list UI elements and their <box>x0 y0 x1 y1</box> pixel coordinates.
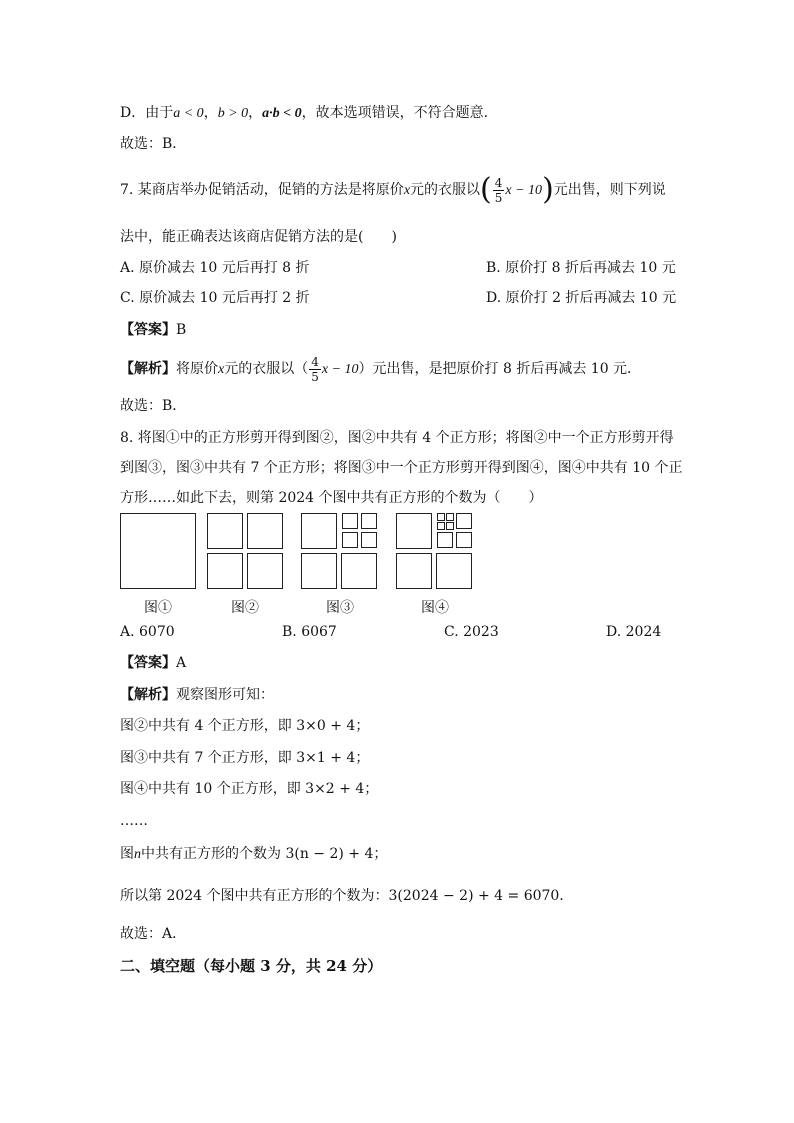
math-var-x: x <box>403 183 411 198</box>
figure-4-caption: 图④ <box>421 600 449 616</box>
figure-1 <box>120 513 196 589</box>
square <box>301 513 337 549</box>
fraction <box>493 176 505 205</box>
q8-analysis-ellipsis: …… <box>120 813 148 829</box>
square <box>361 532 377 548</box>
q8-option-c: C. 2023 <box>444 624 499 640</box>
q7-answer <box>120 320 186 340</box>
q7-option-d: D. 原价打 2 折后再减去 10 元 <box>486 290 677 306</box>
figure-3 <box>301 513 379 589</box>
denominator: 5 <box>494 190 503 205</box>
square <box>437 522 445 530</box>
numerator: 4 <box>494 175 503 190</box>
figure-4 <box>396 513 474 589</box>
q8-analysis-intro <box>120 685 274 705</box>
math-a-negative: a < 0 <box>173 106 204 121</box>
square <box>437 532 453 548</box>
text: ，故本选项错误，不符合题意． <box>301 105 498 121</box>
square <box>456 513 472 529</box>
square <box>120 513 196 589</box>
q8-analysis-line5: 所以第 2024 个图中共有正方形的个数为：3(2024 − 2) + 4 = 6070． <box>120 888 574 904</box>
question-8-line2: 到图③，图③中共有 7 个正方形；将图③中一个正方形剪开得到图④，图④中共有 10 个正 <box>120 460 683 476</box>
answer-value: B <box>176 322 187 338</box>
square <box>396 553 432 589</box>
q7-option-c: C. 原价减去 10 元后再打 2 折 <box>120 290 310 306</box>
square <box>247 513 283 549</box>
square <box>436 553 472 589</box>
text: 中共有正方形的个数为 3(n − 2) + 4； <box>141 846 388 862</box>
math-ab-product: a·b < 0 <box>262 106 302 121</box>
denominator: 5 <box>311 369 319 384</box>
answer-value: A <box>176 655 187 671</box>
q8-answer <box>120 653 186 673</box>
text: 将原价 <box>176 361 218 377</box>
figure-3-caption: 图③ <box>326 600 354 616</box>
square <box>341 553 377 589</box>
question-8-line3: 方形……如此下去，则第 2024 个图中共有正方形的个数为（ ） <box>120 490 543 506</box>
square <box>247 553 283 589</box>
square <box>207 553 243 589</box>
figure-1-caption: 图① <box>144 600 172 616</box>
text: 元的衣服以 <box>410 182 481 198</box>
text: 元的衣服以（ <box>224 361 309 377</box>
square <box>396 513 432 549</box>
figure-2-caption: 图② <box>231 600 259 616</box>
square <box>361 513 377 529</box>
answer-label: 【答案】 <box>120 655 176 671</box>
analysis-label: 【解析】 <box>120 361 176 377</box>
question-7-line1 <box>120 172 666 209</box>
q7-analysis <box>120 352 641 387</box>
text: 7. 某商店举办促销活动，促销的方法是将原价 <box>120 182 404 198</box>
answer-label: 【答案】 <box>120 322 176 338</box>
q8-option-a: A. 6070 <box>120 624 175 640</box>
section-heading-fill-in: 二、填空题（每小题 3 分，共 24 分） <box>120 957 383 975</box>
q8-analysis-line4 <box>120 844 387 865</box>
fraction <box>309 355 321 384</box>
separator: ， <box>248 105 263 121</box>
square <box>207 513 243 549</box>
q7-option-b: B. 原价打 8 折后再减去 10 元 <box>486 260 676 276</box>
math-expression: x − 10 <box>505 183 543 198</box>
square <box>342 513 358 529</box>
square <box>342 532 358 548</box>
q8-option-d: D. 2024 <box>606 624 662 640</box>
text: 观察图形可知： <box>176 687 274 703</box>
separator: ， <box>203 105 218 121</box>
math-var-x: x <box>218 362 225 377</box>
q8-analysis-line1: 图②中共有 4 个正方形，即 3×0 + 4； <box>120 718 370 734</box>
text: ）元出售，是把原价打 8 折后再减去 10 元． <box>358 361 642 377</box>
choose-answer-b: 故选：B． <box>120 398 187 414</box>
choose-answer-b: 故选：B． <box>120 136 187 152</box>
question-7-line2: 法中，能正确表达该商店促销方法的是( ) <box>120 229 397 245</box>
figure-2 <box>207 513 285 589</box>
square <box>446 513 454 521</box>
numerator: 4 <box>311 354 319 369</box>
q8-option-b: B. 6067 <box>282 624 337 640</box>
option-d-explanation <box>120 103 498 124</box>
right-paren: ) <box>542 172 554 207</box>
square <box>446 522 454 530</box>
q8-analysis-line3: 图④中共有 10 个正方形，即 3×2 + 4； <box>120 781 379 797</box>
text: 图 <box>120 846 134 862</box>
square <box>456 532 472 548</box>
square <box>437 513 445 521</box>
text: 元出售，则下列说 <box>553 182 666 198</box>
text: D．由于 <box>120 105 174 121</box>
square <box>301 553 337 589</box>
question-8-line1: 8. 将图①中的正方形剪开得到图②，图②中共有 4 个正方形；将图②中一个正方形剪开得 <box>120 430 674 446</box>
math-expression: x − 10 <box>321 362 359 377</box>
q7-option-a: A. 原价减去 10 元后再打 8 折 <box>120 260 310 276</box>
analysis-label: 【解析】 <box>120 687 176 703</box>
left-paren: ( <box>480 172 492 207</box>
q8-analysis-line2: 图③中共有 7 个正方形，即 3×1 + 4； <box>120 750 370 766</box>
choose-answer-a: 故选：A． <box>120 926 187 942</box>
math-var-n: n <box>134 847 141 862</box>
math-b-positive: b > 0 <box>217 106 249 121</box>
